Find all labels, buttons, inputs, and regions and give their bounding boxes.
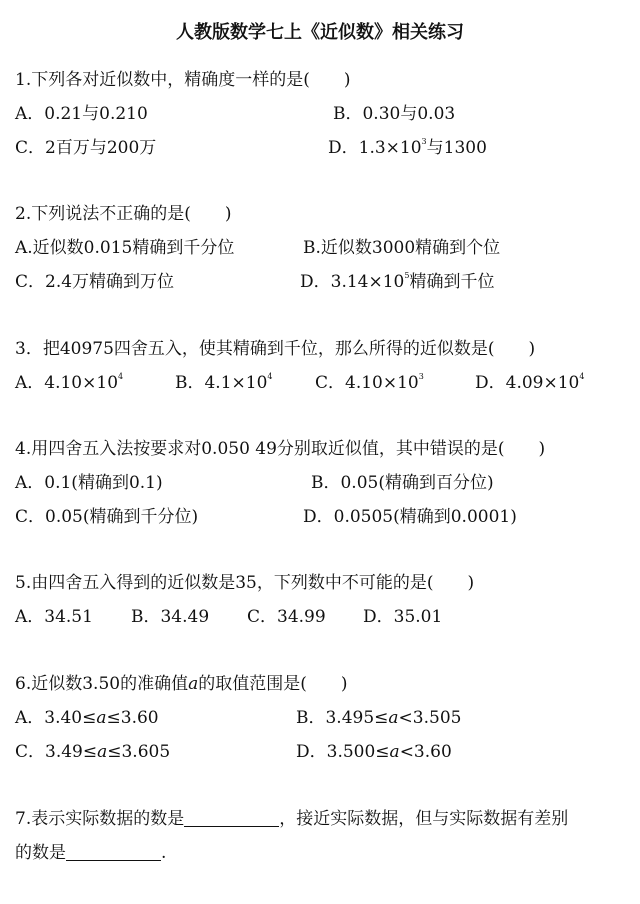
question-1-option-d: D．$1.3\times 10^3$与1300 bbox=[328, 137, 487, 158]
question-3-option-d: D．$4.09\times 10^4$ bbox=[475, 372, 585, 393]
question-6-stem: 6.近似数3.50的准确值a的取值范围是( ) bbox=[15, 674, 348, 694]
question-2-option-a: A.近似数0.015精确到千分位 bbox=[15, 238, 235, 258]
question-5-option-c: C．34.99 bbox=[247, 607, 326, 627]
question-7-stem-line2: 的数是 . bbox=[15, 843, 167, 863]
question-4-stem: 4.用四舍五入法按要求对0.050 49分别取近似值，其中错误的是( ) bbox=[15, 439, 546, 459]
question-5-option-a: A．34.51 bbox=[15, 607, 93, 627]
question-1-option-a: A．0.21与0.210 bbox=[15, 104, 148, 124]
question-1-option-b: B．0.30与0.03 bbox=[333, 104, 456, 124]
question-1-stem: 1.下列各对近似数中，精确度一样的是( ) bbox=[15, 70, 351, 90]
question-2-option-c: C．2.4万精确到万位 bbox=[15, 272, 175, 292]
answer-blank-2[interactable] bbox=[66, 842, 161, 861]
answer-blank-1[interactable] bbox=[184, 808, 279, 827]
question-2-option-d: D．$3.14\times 10^5$精确到千位 bbox=[300, 271, 495, 292]
question-5-option-b: B．34.49 bbox=[131, 607, 210, 627]
question-6-option-c: C．3.49≤a≤3.605 bbox=[15, 742, 171, 762]
question-7-stem: 7.表示实际数据的数是 ，接近实际数据，但与实际数据有差别 bbox=[15, 809, 569, 829]
question-4-option-d: D．0.0505(精确到0.0001) bbox=[303, 507, 517, 527]
question-6-option-a: A．3.40≤a≤3.60 bbox=[15, 708, 159, 728]
question-3-option-a: A．$4.10\times 10^4$ bbox=[15, 372, 124, 393]
question-4-option-b: B．0.05(精确到百分位) bbox=[311, 473, 494, 493]
question-3-option-c: C．$4.10\times 10^3$ bbox=[315, 372, 424, 393]
question-6-option-d: D．3.500≤a<3.60 bbox=[296, 742, 452, 762]
question-5-stem: 5.由四舍五入得到的近似数是35，下列数中不可能的是( ) bbox=[15, 573, 475, 593]
page-title: 人教版数学七上《近似数》相关练习 bbox=[176, 22, 464, 43]
question-4-option-c: C．0.05(精确到千分位) bbox=[15, 507, 199, 527]
question-2-stem: 2.下列说法不正确的是( ) bbox=[15, 204, 232, 224]
question-6-option-b: B．3.495≤a<3.505 bbox=[296, 708, 462, 728]
question-1-option-c: C．2百万与200万 bbox=[15, 138, 157, 158]
question-4-option-a: A．0.1(精确到0.1) bbox=[15, 473, 163, 493]
question-5-option-d: D．35.01 bbox=[363, 607, 443, 627]
question-3-stem: 3．把40975四舍五入，使其精确到千位，那么所得的近似数是( ) bbox=[15, 339, 536, 359]
question-2-option-b: B.近似数3000精确到个位 bbox=[303, 238, 501, 258]
question-3-option-b: B．$4.1\times 10^4$ bbox=[175, 372, 273, 393]
